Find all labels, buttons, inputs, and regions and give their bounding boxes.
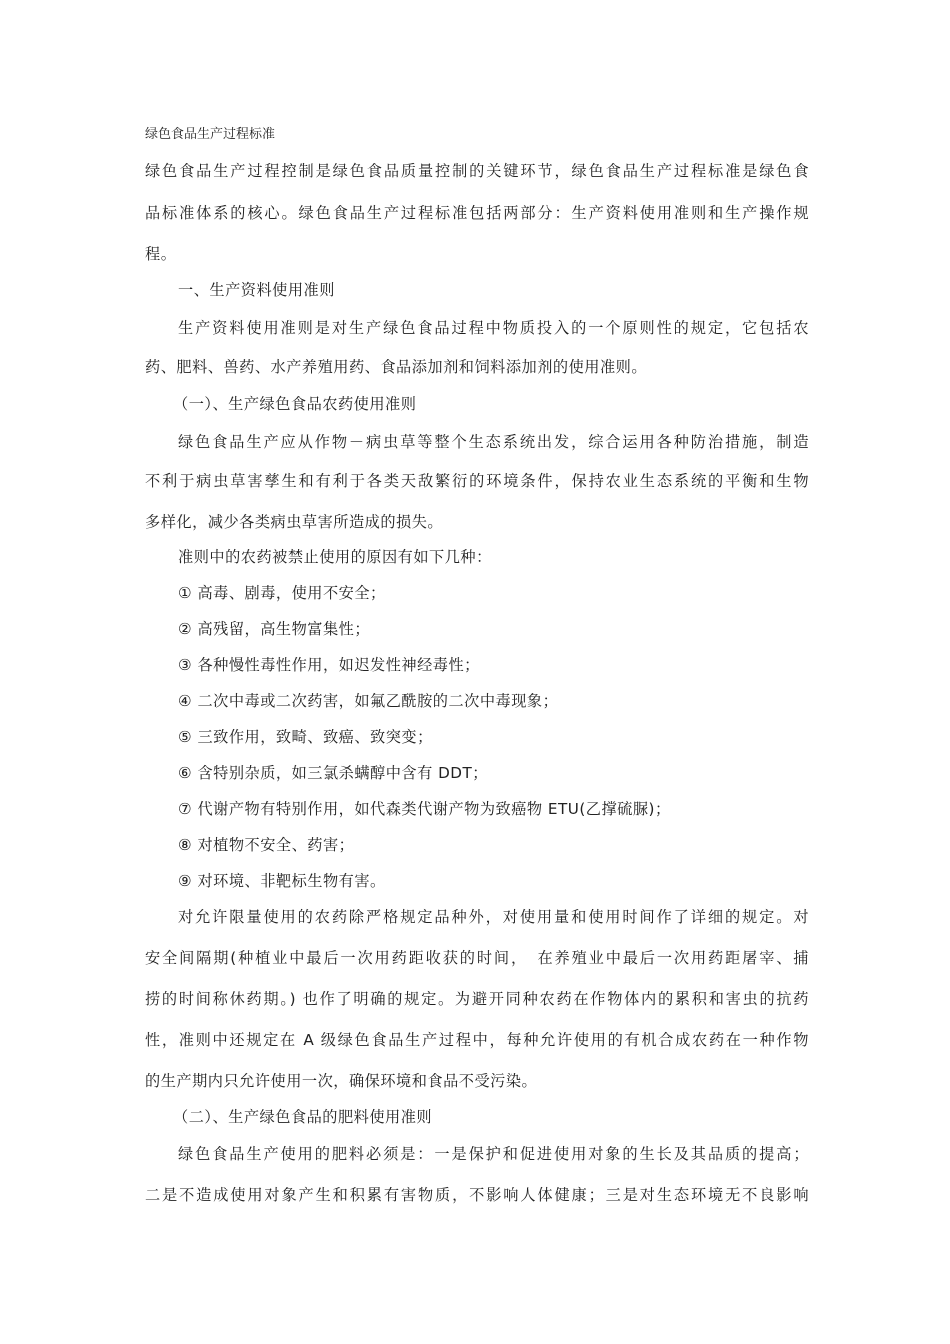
list-item: ③ 各种慢性毒性作用，如迟发性神经毒性； — [178, 656, 480, 674]
subsection-heading: （一）、生产绿色食品农药使用准则 — [173, 395, 417, 413]
paragraph-line: 性，准则中还规定在 A 级绿色食品生产过程中，每种允许使用的有机合成农药在一种作物 — [145, 1031, 809, 1049]
paragraph-line: 捞的时间称休药期。) 也作了明确的规定。为避开同种农药在作物体内的累积和害虫的抗药 — [145, 990, 809, 1008]
paragraph-line: 绿色食品生产使用的肥料必须是：一是保护和促进使用对象的生长及其品质的提高； — [178, 1145, 809, 1163]
paragraph-line: 二是不造成使用对象产生和积累有害物质，不影响人体健康；三是对生态环境无不良影响 — [145, 1186, 809, 1204]
list-item: ⑧ 对植物不安全、药害； — [178, 836, 355, 854]
list-item: ⑨ 对环境、非靶标生物有害。 — [178, 872, 386, 890]
paragraph-line: 绿色食品生产过程控制是绿色食品质量控制的关键环节，绿色食品生产过程标准是绿色食 — [145, 162, 809, 180]
subsection-heading: （二）、生产绿色食品的肥料使用准则 — [173, 1108, 433, 1126]
paragraph-line: 生产资料使用准则是对生产绿色食品过程中物质投入的一个原则性的规定，它包括农 — [178, 319, 809, 337]
paragraph-line: 品标准体系的核心。绿色食品生产过程标准包括两部分：生产资料使用准则和生产操作规 — [145, 204, 809, 222]
list-item: ⑤ 三致作用，致畸、致癌、致突变； — [178, 728, 433, 746]
list-item: ⑥ 含特别杂质，如三氯杀螨醇中含有 DDT； — [178, 764, 488, 782]
paragraph-line: 多样化，减少各类病虫草害所造成的损失。 — [145, 513, 444, 531]
paragraph-line: 安全间隔期(种植业中最后一次用药距收获的时间， 在养殖业中最后一次用药距屠宰、捕 — [145, 949, 809, 967]
section-heading: 一、生产资料使用准则 — [178, 281, 335, 299]
list-item: ④ 二次中毒或二次药害，如氟乙酰胺的二次中毒现象； — [178, 692, 559, 710]
list-item: ⑦ 代谢产物有特别作用，如代森类代谢产物为致癌物 ETU(乙撑硫脲)； — [178, 800, 671, 818]
document-title: 绿色食品生产过程标准 — [145, 127, 276, 142]
paragraph-line: 的生产期内只允许使用一次，确保环境和食品不受污染。 — [145, 1072, 538, 1090]
paragraph-line: 药、肥料、兽药、水产养殖用药、食品添加剂和饲料添加剂的使用准则。 — [145, 358, 647, 376]
list-item: ② 高残留，高生物富集性； — [178, 620, 371, 638]
list-item: ① 高毒、剧毒，使用不安全； — [178, 584, 386, 602]
paragraph-line: 不利于病虫草害孳生和有利于各类天敌繁衍的环境条件，保持农业生态系统的平衡和生物 — [145, 472, 809, 490]
paragraph-line: 对允许限量使用的农药除严格规定品种外，对使用量和使用时间作了详细的规定。对 — [178, 908, 809, 926]
paragraph-line: 准则中的农药被禁止使用的原因有如下几种： — [178, 548, 492, 566]
paragraph-line: 程。 — [145, 245, 177, 263]
paragraph-line: 绿色食品生产应从作物－病虫草等整个生态系统出发，综合运用各种防治措施，制造 — [178, 433, 809, 451]
